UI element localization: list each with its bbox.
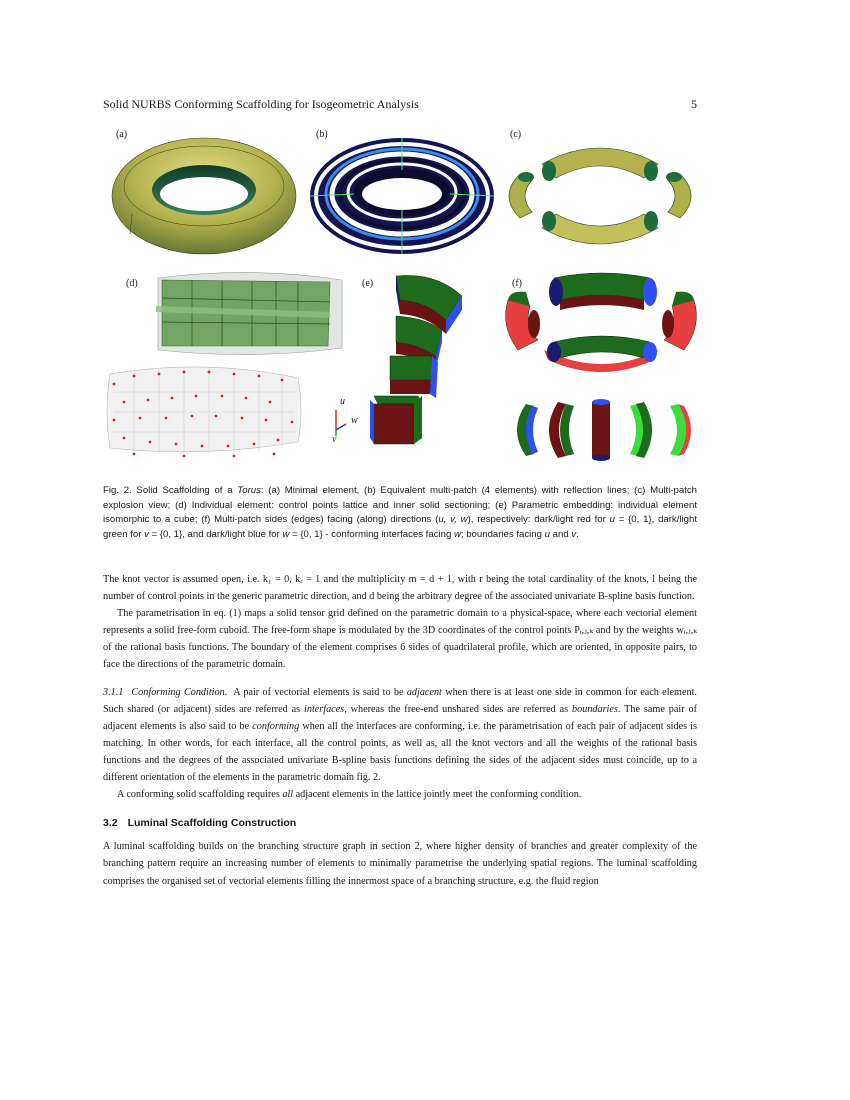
axis-u-label: u xyxy=(340,396,345,407)
paragraph-text: , whereas the free-end unshared sides are referred as xyxy=(344,703,573,715)
panel-label-f: (f) xyxy=(512,278,522,289)
panel-label-d: (d) xyxy=(126,278,138,289)
caption-u: u xyxy=(609,514,615,525)
figure-caption xyxy=(103,484,697,542)
caption-set-3: = {0, 1} - conforming interfaces facing xyxy=(289,528,454,540)
paragraph-conforming-condition xyxy=(103,684,697,787)
term-adjacent: adjacent xyxy=(406,686,442,698)
paragraph-conforming-scaffolding xyxy=(103,786,697,803)
panel-b-reflection-torus xyxy=(306,134,498,258)
section-number: 3.2 xyxy=(103,817,118,830)
caption-w-face: w xyxy=(453,528,461,540)
paragraph-text: A conforming solid scaffolding requires xyxy=(117,789,283,801)
running-head xyxy=(103,97,697,113)
paragraph-text: . The same pair of adjacent elements is also said to be xyxy=(103,703,697,732)
term-all: all xyxy=(282,789,294,801)
body-text xyxy=(103,571,697,890)
paragraph-knot-vector: The knot vector is assumed open, i.e. k₁ = 0, kᵣ = 1 and the multiplicity m = d + 1, with r being the total cardinality of the knots, l being the number of control points in the generic parametric direction, and d being the arbitrary degree of the associated univariate B-spline basis function. xyxy=(103,574,697,603)
panel-a-torus xyxy=(108,134,300,258)
caption-directions: u, v, w xyxy=(438,514,468,525)
panel-label-c: (c) xyxy=(510,129,522,140)
section-title: Luminal Scaffolding Construction xyxy=(127,817,297,830)
paragraph-luminal-scaffolding: A luminal scaffolding builds on the branching structure graph in section 2, where higher density of branches and greater complexity of the branching pattern require an increasing number of elements to minimally parametrise the underlying spatial regions. The luminal scaffolding comprises the organised set of vectorial elements filling the innermost space of a branching structure, e.g. the fluid region xyxy=(103,841,697,887)
figure-2 xyxy=(100,122,700,472)
section-heading xyxy=(103,815,697,832)
caption-v-boundary: v xyxy=(571,528,577,540)
caption-v: v xyxy=(144,528,149,540)
caption-text-1: Fig. 2. Solid Scaffolding of a xyxy=(103,485,238,496)
paragraph-text: when all the interfaces are conforming, i.e. the parametrisation of each pair of adjacent sides is matching. In other words, for each interface, all the control points, as well as, all the knot vectors and all the weights of the rational basis functions and the degrees of the associated univariate B-spline basis functions defining the sides of the adjacent sides must coincide, up to a different orientation of the elements in the parametric domain fig. 2. xyxy=(103,720,697,784)
caption-period: . xyxy=(576,528,579,540)
paragraph-text: adjacent elements in the lattice jointly meet the conforming condition. xyxy=(293,789,582,801)
term-conforming: conforming xyxy=(252,720,300,732)
paragraph-text: A pair of vectorial elements is said to be xyxy=(233,686,407,698)
running-title: Solid NURBS Conforming Scaffolding for Isogeometric Analysis xyxy=(103,97,419,111)
axis-w-label: w xyxy=(351,415,358,426)
panel-d-control-lattice xyxy=(104,362,304,462)
panel-d-solid-sectioning xyxy=(152,272,348,356)
panel-label-a: (a) xyxy=(116,129,128,140)
page-number: 5 xyxy=(691,97,697,111)
caption-set-2: = {0, 1}, and dark/light blue for xyxy=(148,528,283,540)
panel-c-exploded-torus xyxy=(502,134,698,258)
paragraph-parametrisation: The parametrisation in eq. (1) maps a solid tensor grid defined on the parametric domain to a physical-space, where each vectorial element represents a solid free-form cuboid. The free-form shape is modulated by the 3D coordinates of the control points Pᵢ,ⱼ,ₖ and by the weights wᵢ,ⱼ,ₖ of the rational basis functions. The boundary of the element comprises 6 sides of quadrilateral profile, which are oriented, in opposite pairs, to face the directions of the parametric domain. xyxy=(103,608,697,671)
term-interfaces: interfaces xyxy=(304,703,345,715)
caption-u-boundary: u xyxy=(544,528,550,540)
paragraph-text: when there is at least one side in common for each element. Such shared (or adjacent) sides are referred as xyxy=(103,686,697,715)
panel-label-e: (e) xyxy=(362,278,374,289)
panel-e-parametric-embedding xyxy=(366,272,476,464)
caption-text-2: : (a) Minimal element, (b) Equivalent multi-patch (4 elements) with reflection lines; (c) Multi-patch explosion view; (d) Individual element: control points lattice and inner solid sectioning; (e) Parametric embedding: individual element isomorphic to a cube; (f) Multi-patch sides (edges) facing (along) directions ( xyxy=(103,485,698,525)
caption-and: and xyxy=(549,528,572,540)
panel-f-multipatch-sides xyxy=(504,270,698,382)
term-boundaries: boundaries xyxy=(572,703,618,715)
panel-label-b: (b) xyxy=(316,129,328,140)
caption-set-1: = {0, 1}, dark/light green for xyxy=(103,514,697,540)
subsection-number: 3.1.1 xyxy=(103,686,124,698)
caption-w: w xyxy=(282,528,290,540)
panel-f-separated-elements xyxy=(506,398,698,464)
caption-torus: Torus xyxy=(237,485,261,496)
subsection-title: Conforming Condition. xyxy=(131,686,228,698)
axis-v-label: v xyxy=(332,434,337,445)
caption-text-4: ; boundaries facing xyxy=(460,528,545,540)
caption-text-3: ), respectively: dark/light red for xyxy=(467,514,610,525)
